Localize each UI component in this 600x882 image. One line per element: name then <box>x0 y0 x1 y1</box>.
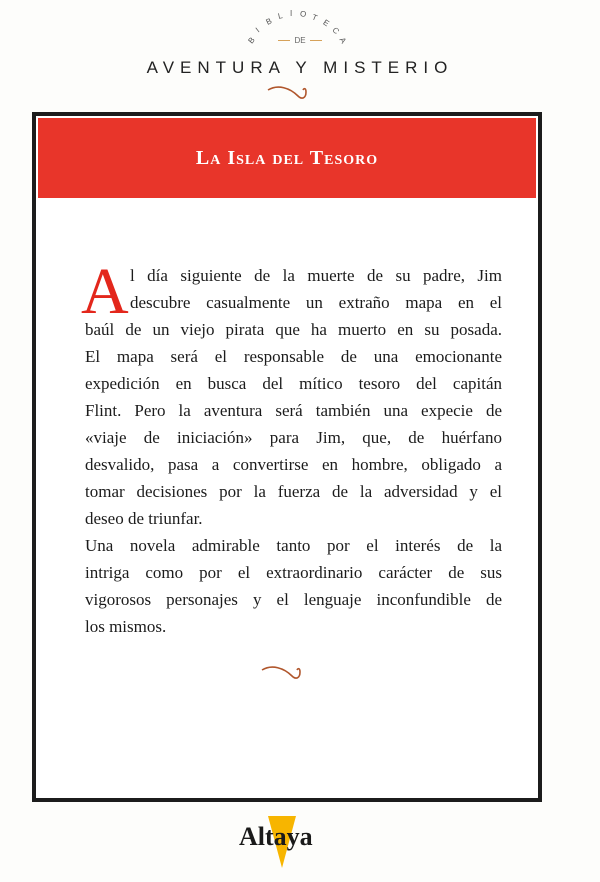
synopsis-line: l día siguiente de la muerte de su padre, Jim <box>130 266 502 285</box>
flourish-icon <box>260 662 306 682</box>
synopsis-line: descubre casualmente un extraño mapa en el <box>130 293 502 312</box>
title-band <box>38 118 536 198</box>
drop-cap: A <box>81 255 129 328</box>
publisher-name: Altaya <box>239 822 313 851</box>
synopsis-line: baúl de un viejo pirata que ha muerto en su posada. <box>85 320 502 339</box>
synopsis-line: los mismos. <box>85 617 167 636</box>
synopsis-line: deseo de triunfar. <box>85 509 203 528</box>
book-title: La Isla del Tesoro <box>195 146 379 169</box>
series-name: AVENTURA Y MISTERIO <box>146 58 454 77</box>
synopsis-line: «viaje de iniciación» para Jim, que, de huérfano <box>85 428 502 447</box>
series-arc-text: B I B L I O T E C A <box>246 9 351 50</box>
synopsis-line: vigorosos personajes y el lenguaje inconfundible de <box>85 590 502 609</box>
synopsis-line: Una novela admirable tanto por el interés de la <box>85 536 502 555</box>
synopsis-line: tomar decisiones por la fuerza de la adversidad y el <box>85 482 502 501</box>
synopsis-line: intriga como por el extraordinario carácter de sus <box>85 563 502 582</box>
synopsis-line: El mapa será el responsable de una emocionante <box>85 347 502 366</box>
flourish-icon <box>266 82 312 102</box>
synopsis-line: desvalido, pasa a convertirse en hombre, obligado a <box>85 455 502 474</box>
series-de-text: DE <box>294 36 306 45</box>
description-box <box>32 112 542 802</box>
synopsis-line: Flint. Pero la aventura será también una expecie de <box>85 401 502 420</box>
book-synopsis <box>81 255 502 640</box>
synopsis-line: expedición en busca del mítico tesoro del capitán <box>85 374 502 393</box>
publisher-logo <box>236 814 356 874</box>
series-de <box>0 36 600 45</box>
